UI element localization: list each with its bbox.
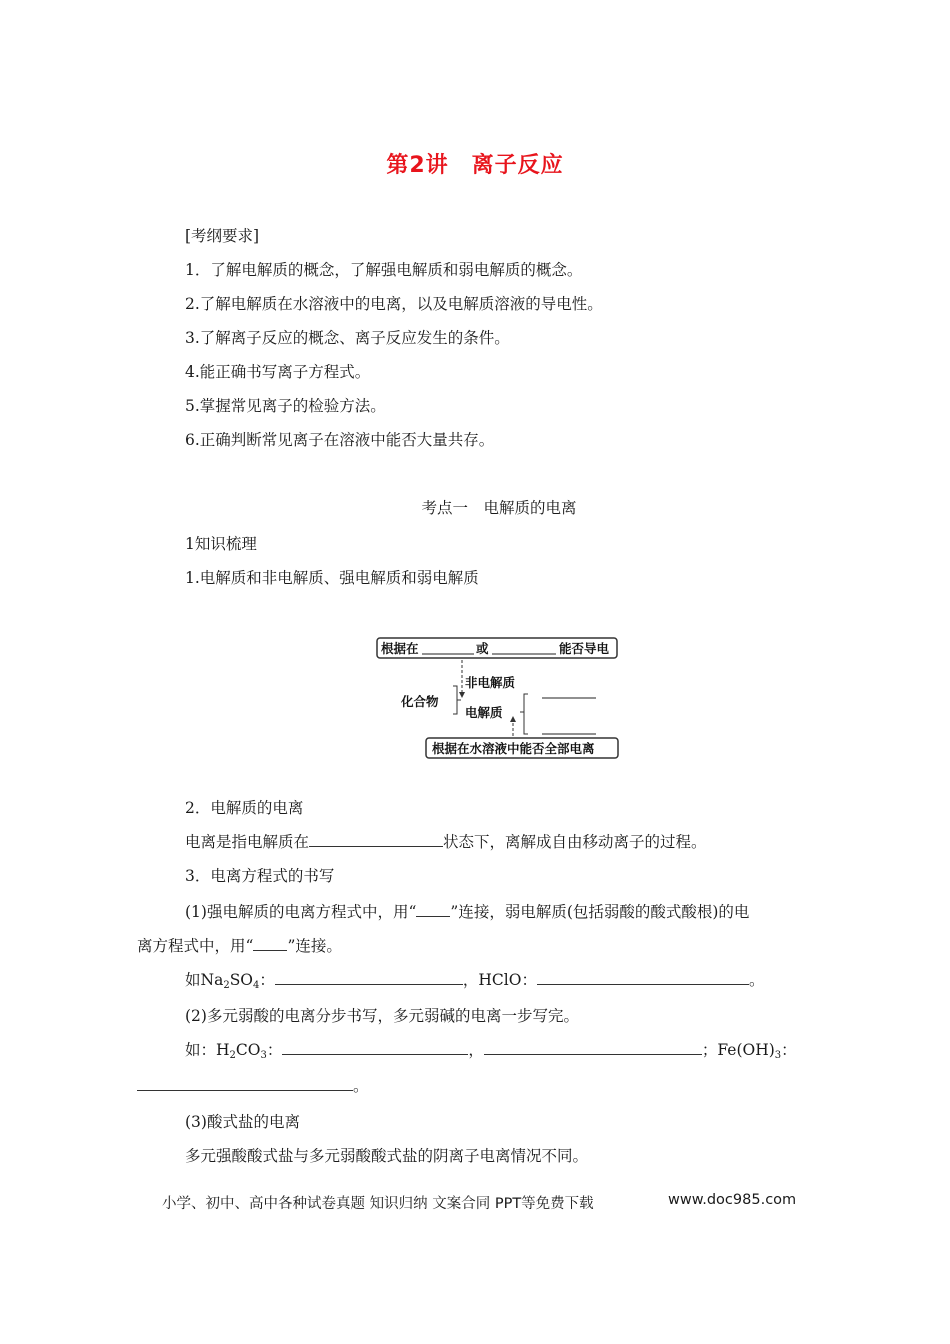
- answer-blank[interactable]: [275, 970, 463, 985]
- top-box-text-2: 或: [476, 641, 489, 656]
- rule1-line2: 离方程式中，用“ ”连接。: [137, 937, 342, 955]
- bottom-box-text: 根据在水溶液中能否全部电离: [432, 741, 595, 756]
- electrolyte-label: 电解质: [465, 705, 503, 720]
- requirements-heading: [考纲要求]: [185, 227, 260, 245]
- requirement-item: 3.了解离子反应的概念、离子反应发生的条件。: [185, 329, 510, 347]
- arrow-head: [510, 716, 516, 722]
- requirement-item: 6.正确判断常见离子在溶液中能否大量共存。: [185, 431, 495, 449]
- top-box-text-3: 能否导电: [559, 641, 610, 656]
- requirement-item: 5.掌握常见离子的检验方法。: [185, 397, 386, 415]
- requirement-item: 4.能正确书写离子方程式。: [185, 363, 371, 381]
- rule3: (3)酸式盐的电离: [185, 1113, 300, 1131]
- item-heading: 1.电解质和非电解质、强电解质和弱电解质: [185, 569, 479, 587]
- compound-label: 化合物: [401, 694, 439, 709]
- equations-heading: 3．电离方程式的书写: [185, 867, 335, 885]
- footer-text: 小学、初中、高中各种试卷真题 知识归纳 文案合同 PPT等免费下载: [162, 1196, 594, 1212]
- ionization-heading: 2．电解质的电离: [185, 799, 304, 817]
- example2-line1: 如：$H_2CO_3$： ， ；$Fe(OH)_3$：: [185, 1041, 797, 1061]
- answer-blank[interactable]: [137, 1076, 353, 1091]
- requirement-item: 2.了解电解质在水溶液中的电离，以及电解质溶液的导电性。: [185, 295, 603, 313]
- non-electrolyte-label: 非电解质: [465, 675, 516, 690]
- requirement-item: 1．了解电解质的概念，了解强电解质和弱电解质的概念。: [185, 261, 583, 279]
- answer-blank[interactable]: [282, 1040, 468, 1055]
- bracket: [524, 694, 528, 734]
- rule3-description: 多元强酸酸式盐与多元弱酸酸式盐的阴离子电离情况不同。: [185, 1147, 589, 1165]
- answer-blank[interactable]: [253, 936, 287, 951]
- top-box-text-1: 根据在: [381, 641, 419, 656]
- sub-heading: 1知识梳理: [185, 535, 257, 553]
- answer-blank[interactable]: [537, 970, 749, 985]
- example2-line2: 。: [137, 1076, 369, 1096]
- classification-diagram: [370, 630, 630, 762]
- answer-blank[interactable]: [416, 902, 450, 917]
- answer-blank[interactable]: [484, 1040, 702, 1055]
- rule1-line1: (1)强电解质的电离方程式中，用“ ”连接，弱电解质(包括弱酸的酸式酸根)的电: [185, 903, 750, 921]
- arrow-head: [459, 692, 465, 698]
- footer-url[interactable]: www.doc985.com: [668, 1192, 797, 1208]
- section-title: 考点一 电解质的电离: [421, 499, 577, 517]
- bracket: [453, 686, 457, 714]
- rule2: (2)多元弱酸的电离分步书写，多元弱碱的电离一步写完。: [185, 1007, 579, 1025]
- answer-blank[interactable]: [309, 832, 443, 847]
- example1: 如$Na_2SO_4$： ，HClO： 。: [185, 971, 765, 991]
- page-title: 第2讲 离子反应: [386, 153, 564, 178]
- ionization-definition: 电离是指电解质在 状态下，离解成自由移动离子的过程。: [185, 833, 707, 851]
